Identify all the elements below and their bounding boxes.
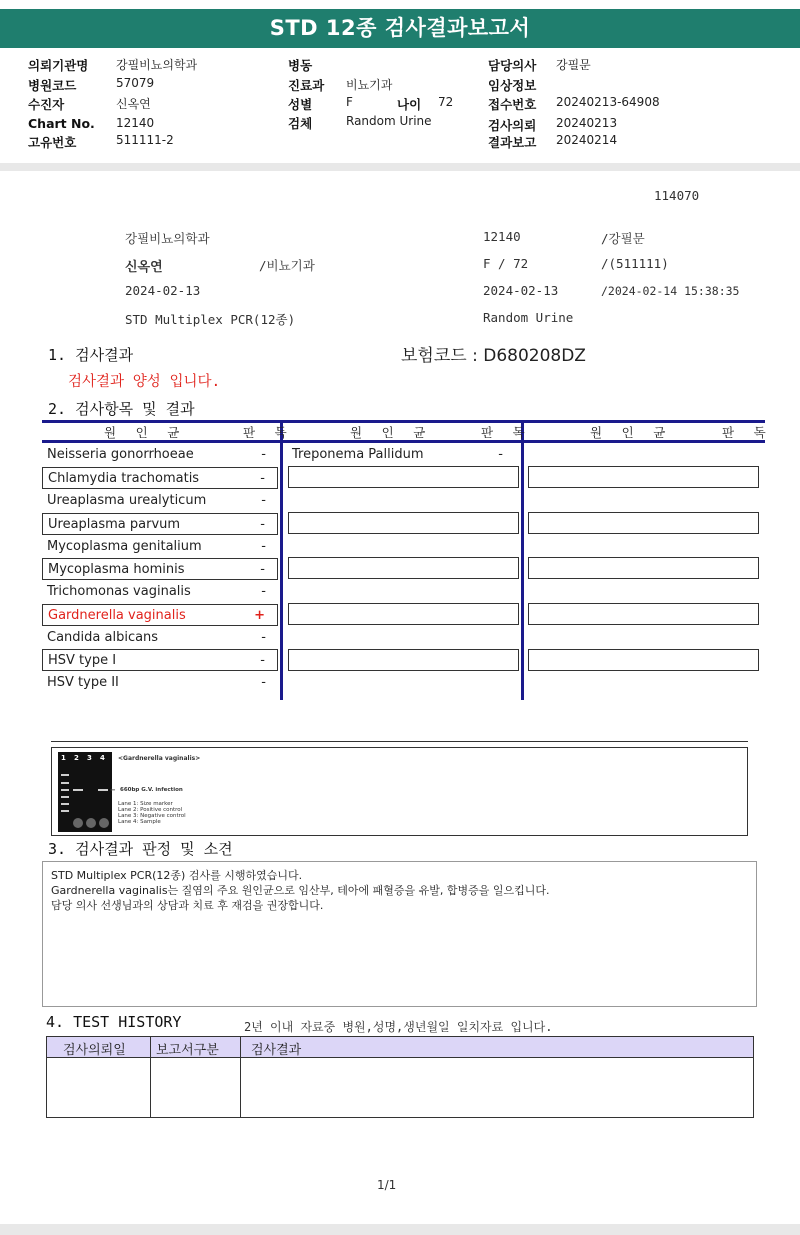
table-row: Mycoplasma genitalium - xyxy=(47,539,266,554)
gel-legend-item: Lane 3: Negative control xyxy=(118,813,186,819)
header-result: 판 독 xyxy=(243,425,293,440)
empty-cell xyxy=(528,512,759,534)
arrow-icon: ← xyxy=(110,786,116,794)
specimen-value: Random Urine xyxy=(346,114,432,128)
history-col-result: 검사결과 xyxy=(251,1043,302,1058)
footer-bar xyxy=(0,1224,800,1235)
sex-value: F xyxy=(346,95,353,109)
table-row: Chlamydia trachomatis - xyxy=(42,467,278,489)
dept-value: 비뇨기과 xyxy=(346,78,393,92)
findings-box xyxy=(42,861,757,1007)
age-value: 72 xyxy=(438,95,454,109)
patient-label: 수진자 xyxy=(28,97,65,112)
info-patient: 신옥연 xyxy=(125,260,163,275)
info-dept: /비뇨기과 xyxy=(259,258,315,273)
receipt-no-label: 접수번호 xyxy=(488,97,537,112)
header-pathogen: 원 인 균 xyxy=(350,425,432,440)
doctor-label: 담당의사 xyxy=(488,58,537,73)
info-chart: 12140 xyxy=(483,229,521,244)
chart-no-label: Chart No. xyxy=(28,116,95,131)
test-history-table xyxy=(46,1036,754,1118)
info-doctor: /강필문 xyxy=(601,231,645,246)
unique-no-value: 511111-2 xyxy=(116,133,174,147)
gel-image-panel xyxy=(51,747,748,836)
table-row: Ureaplasma parvum - xyxy=(42,513,278,535)
hospital-code-label: 병원코드 xyxy=(28,78,77,93)
section-2-title: 2. 검사항목 및 결과 xyxy=(48,400,195,418)
info-birth: /(511111) xyxy=(601,256,669,271)
table-row: Trichomonas vaginalis - xyxy=(47,584,266,599)
institution-label: 의뢰기관명 xyxy=(28,58,89,73)
info-institution: 강필비뇨의학과 xyxy=(125,231,210,246)
report-header xyxy=(0,48,800,165)
header-result: 판 독 xyxy=(481,425,531,440)
receipt-no-value: 20240213-64908 xyxy=(556,95,660,109)
report-date-label: 결과보고 xyxy=(488,135,537,150)
table-row: HSV type I - xyxy=(42,649,278,671)
report-date-value: 20240214 xyxy=(556,133,618,147)
header-pathogen: 원 인 균 xyxy=(104,425,186,440)
info-sex-age: F / 72 xyxy=(483,256,529,271)
table-row: Mycoplasma hominis - xyxy=(42,558,278,580)
info-date-2: 2024-02-13 xyxy=(483,283,559,298)
empty-cell xyxy=(288,649,519,671)
table-row: Candida albicans - xyxy=(47,630,266,645)
table-row-positive: Gardnerella vaginalis + xyxy=(42,604,278,626)
hospital-code-value: 57079 xyxy=(116,76,155,90)
history-note: 2년 이내 자료중 병원,성명,생년월일 일치자료 입니다. xyxy=(244,1020,553,1034)
table-column-divider xyxy=(280,420,283,700)
specimen-label: 검체 xyxy=(288,116,313,131)
section-4-title: 4. TEST HISTORY xyxy=(46,1013,182,1031)
empty-cell xyxy=(288,557,519,579)
table-row: Treponema Pallidum - xyxy=(292,447,503,462)
chart-no-value: 12140 xyxy=(116,116,155,130)
findings-line: STD Multiplex PCR(12종) 검사를 시행하였습니다. xyxy=(51,869,303,882)
unique-no-label: 고유번호 xyxy=(28,135,77,150)
patient-value: 신옥연 xyxy=(116,97,151,111)
doctor-value: 강필문 xyxy=(556,58,591,72)
empty-cell xyxy=(528,466,759,488)
gel-electrophoresis-image: 1 2 3 4 xyxy=(58,752,112,832)
report-title: STD 12종 검사결과보고서 xyxy=(0,9,800,48)
table-column-divider xyxy=(521,420,524,700)
section-3-title: 3. 검사결과 판정 및 소견 xyxy=(48,840,233,858)
document-number: 114070 xyxy=(654,188,700,203)
table-row: Ureaplasma urealyticum - xyxy=(47,493,266,508)
header-pathogen: 원 인 균 xyxy=(590,425,672,440)
empty-cell xyxy=(288,466,519,488)
section-1-title: 1. 검사결과 xyxy=(48,346,134,364)
request-date-label: 검사의뢰 xyxy=(488,118,537,133)
empty-cell xyxy=(288,603,519,625)
positive-result-message: 검사결과 양성 입니다. xyxy=(68,374,221,390)
empty-cell xyxy=(528,603,759,625)
empty-cell xyxy=(288,512,519,534)
dept-label: 진료과 xyxy=(288,78,325,93)
insurance-code: 보험코드 : D680208DZ xyxy=(401,346,586,366)
request-date-value: 20240213 xyxy=(556,116,618,130)
findings-line: 담당 의사 선생님과의 상담과 치료 후 재검을 권장합니다. xyxy=(51,899,324,912)
history-col-date: 검사의뢰일 xyxy=(63,1043,126,1058)
gel-title: <Gardnerella vaginalis> xyxy=(118,755,201,762)
info-specimen: Random Urine xyxy=(483,310,574,325)
gel-legend-item: Lane 4: Sample xyxy=(118,819,161,825)
ward-label: 병동 xyxy=(288,58,313,73)
gel-legend-item: Lane 1: Size marker xyxy=(118,801,173,807)
age-label: 나이 xyxy=(397,97,422,112)
gel-legend-item: Lane 2: Positive control xyxy=(118,807,183,813)
institution-value: 강필비뇨의학과 xyxy=(116,58,198,72)
empty-cell xyxy=(528,557,759,579)
findings-line: Gardnerella vaginalis는 질염의 주요 원인균으로 임산부, 테아에 패혈증을 유발, 합병증을 일으킵니다. xyxy=(51,884,550,897)
header-result: 판 독 xyxy=(722,425,772,440)
info-datetime: /2024-02-14 15:38:35 xyxy=(601,284,740,298)
divider-line xyxy=(51,741,748,742)
header-separator xyxy=(0,163,800,171)
clinical-info-label: 임상정보 xyxy=(488,78,537,93)
table-row: HSV type II - xyxy=(47,675,266,690)
page-number: 1/1 xyxy=(377,1178,397,1192)
sex-label: 성별 xyxy=(288,97,313,112)
history-col-type: 보고서구분 xyxy=(156,1043,219,1058)
info-test-name: STD Multiplex PCR(12종) xyxy=(125,312,296,327)
empty-cell xyxy=(528,649,759,671)
table-row: Neisseria gonorrhoeae - xyxy=(47,447,266,462)
info-date-1: 2024-02-13 xyxy=(125,283,201,298)
gel-band-label: 660bp G.V. infection xyxy=(120,787,183,793)
